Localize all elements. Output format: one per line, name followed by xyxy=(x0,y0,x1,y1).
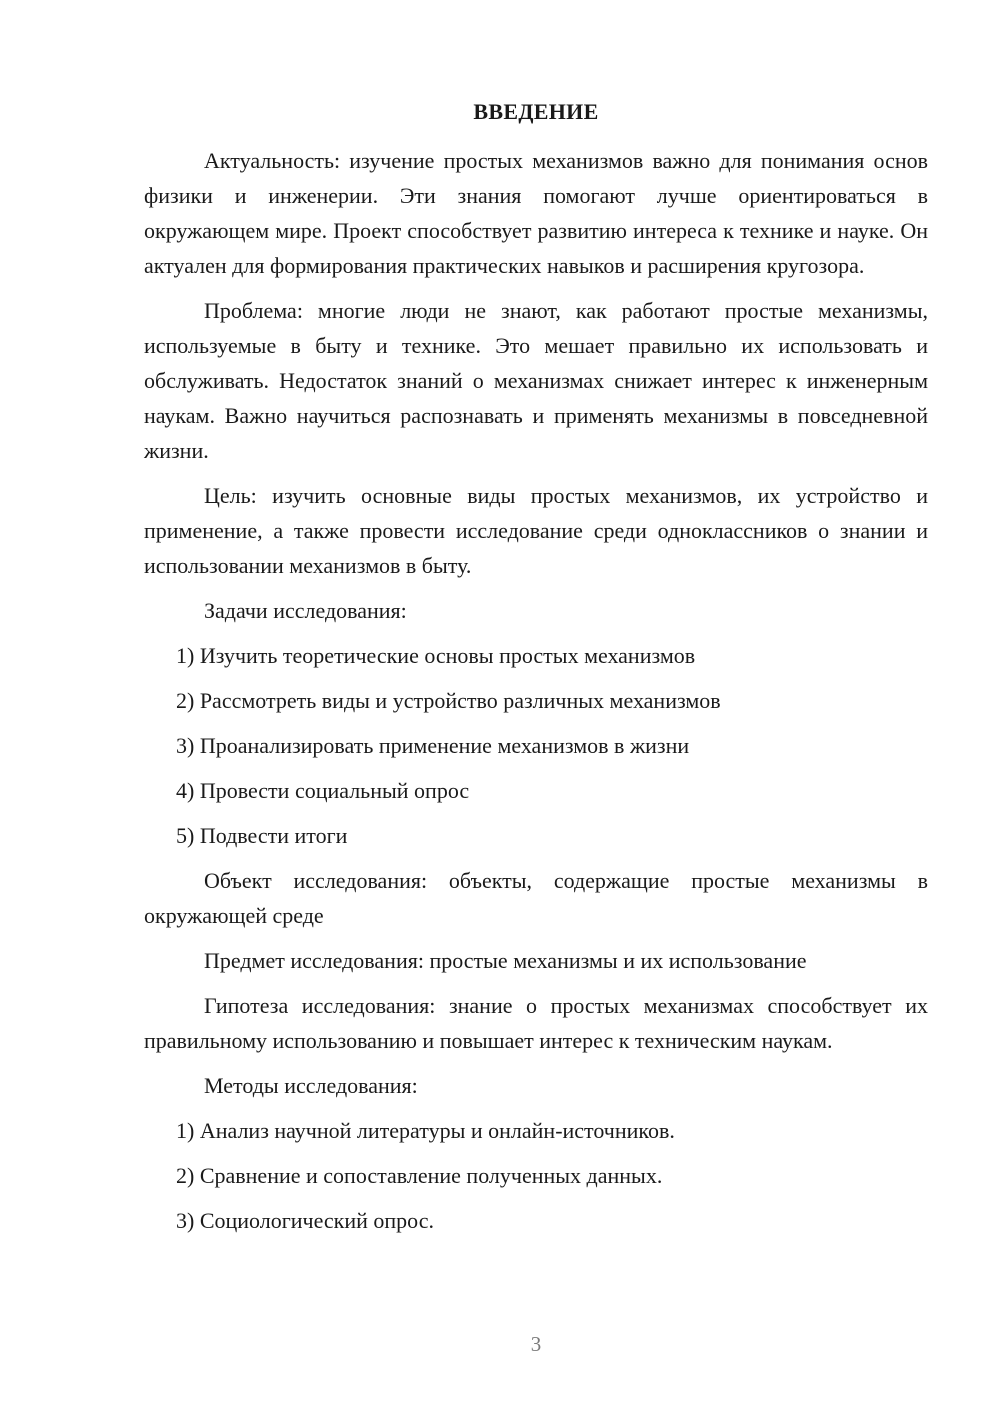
hypothesis-paragraph: Гипотеза исследования: знание о простых механизмах способствует их правильному использованию и повышает интерес к техническим наукам. xyxy=(144,993,928,1053)
list-item: 5) Подвести итоги xyxy=(176,823,348,848)
list-item: 2) Сравнение и сопоставление полученных данных. xyxy=(176,1163,663,1188)
list-item: 1) Анализ научной литературы и онлайн-источников. xyxy=(176,1118,675,1143)
object-paragraph: Объект исследования: объекты, содержащие простые механизмы в окружающей среде xyxy=(144,868,928,928)
list-item: 1) Изучить теоретические основы простых механизмов xyxy=(176,643,696,668)
tasks-title: Задачи исследования: xyxy=(204,598,407,623)
list-item: 4) Провести социальный опрос xyxy=(176,778,470,803)
methods-list xyxy=(144,1113,928,1238)
list-item: 3) Социологический опрос. xyxy=(176,1208,434,1233)
page-number: 3 xyxy=(530,1332,542,1356)
list-item: 3) Проанализировать применение механизмов в жизни xyxy=(176,733,690,758)
methods-title: Методы исследования: xyxy=(204,1073,418,1098)
goal-paragraph: Цель: изучить основные виды простых механизмов, их устройство и применение, а также провести исследование среди одноклассников о знании и использовании механизмов в быту. xyxy=(144,483,928,578)
tasks-list xyxy=(144,638,928,853)
relevance-paragraph: Актуальность: изучение простых механизмов важно для понимания основ физики и инженерии. Эти знания помогают лучше ориентироваться в окружающем мире. Проект способствует развитию интереса к технике и науке. Он актуален для формирования практических навыков и расширения кругозора. xyxy=(144,148,928,278)
problem-paragraph: Проблема: многие люди не знают, как работают простые механизмы, используемые в быту и технике. Это мешает правильно их использовать и обслуживать. Недостаток знаний о механизмах снижает интерес к инженерным наукам. Важно научиться распознавать и применять механизмы в повседневной жизни. xyxy=(144,298,928,463)
page-title: ВВЕДЕНИЕ xyxy=(473,99,599,124)
document-page xyxy=(144,96,928,1238)
list-item: 2) Рассмотреть виды и устройство различных механизмов xyxy=(176,688,721,713)
subject-paragraph: Предмет исследования: простые механизмы и их использование xyxy=(204,948,807,973)
